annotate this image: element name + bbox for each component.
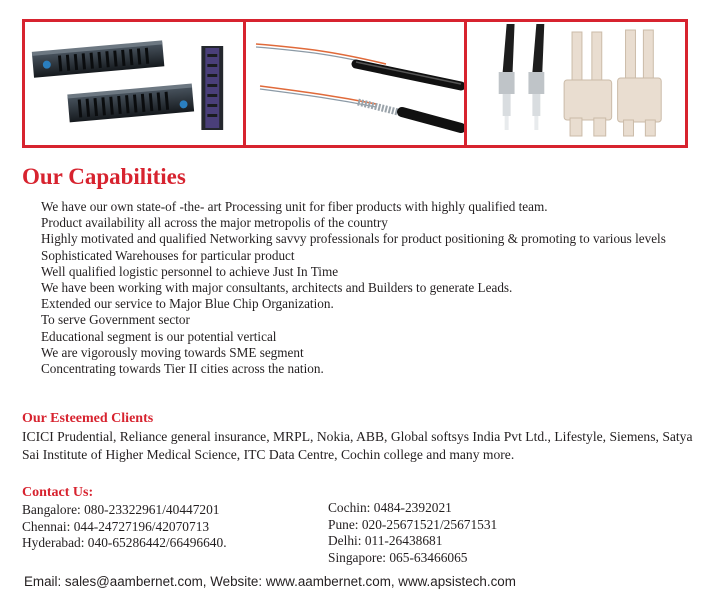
list-item: Product availability all across the major metropolis of the country xyxy=(41,215,388,231)
list-item: We have our own state-of -the- art Processing unit for fiber products with highly qualified team. xyxy=(41,199,548,214)
list-item: We are vigorously moving towards SME segment xyxy=(41,344,304,360)
fiber-optic-connectors-image xyxy=(464,22,685,145)
clients-heading: Our Esteemed Clients xyxy=(22,411,154,426)
contact-item: Singapore: 065-63466065 xyxy=(328,549,468,565)
email-website-line: Email: sales@aambernet.com, Website: www.aambernet.com, www.apsistech.com xyxy=(24,574,516,589)
clients-text: ICICI Prudential, Reliance general insurance, MRPL, Nokia, ABB, Global softsys India Pvt Ltd., Lifestyle, Siemens, Satya Sai Institute of Higher Medical Science, ITC Data Centre, Cochin college and many more. xyxy=(22,429,693,462)
contact-item: Chennai: 044-24727196/42070713 xyxy=(22,518,210,534)
capabilities-list xyxy=(41,199,701,377)
capabilities-heading: Our Capabilities xyxy=(22,164,186,189)
contact-item: Delhi: 011-26438681 xyxy=(328,533,443,548)
list-item: Sophisticated Warehouses for particular product xyxy=(41,247,295,263)
contact-list-left xyxy=(22,502,227,552)
list-item: Concentrating towards Tier II cities across the nation. xyxy=(41,361,324,377)
contact-heading: Contact Us: xyxy=(22,485,94,500)
list-item: To serve Government sector xyxy=(41,312,190,328)
product-photo-strip xyxy=(22,19,688,148)
list-item: Extended our service to Major Blue Chip Organization. xyxy=(41,296,334,312)
contact-item: Cochin: 0484-2392021 xyxy=(328,500,452,515)
contact-item: Bangalore: 080-23322961/40447201 xyxy=(22,502,220,517)
list-item: Educational segment is our potential vertical xyxy=(41,328,277,344)
contact-list-right xyxy=(328,500,497,566)
list-item: Highly motivated and qualified Networking savvy professionals for product positioning & promoting to various levels xyxy=(41,231,666,247)
list-item: Well qualified logistic personnel to achieve Just In Time xyxy=(41,263,339,279)
contact-item: Hyderabad: 040-65286442/66496640. xyxy=(22,535,227,550)
cable-management-panels-image xyxy=(25,22,243,145)
fiber-optic-cables-image xyxy=(243,22,464,145)
contact-item: Pune: 020-25671521/25671531 xyxy=(328,516,498,532)
list-item: We have been working with major consultants, architects and Builders to generate Leads. xyxy=(41,280,513,296)
